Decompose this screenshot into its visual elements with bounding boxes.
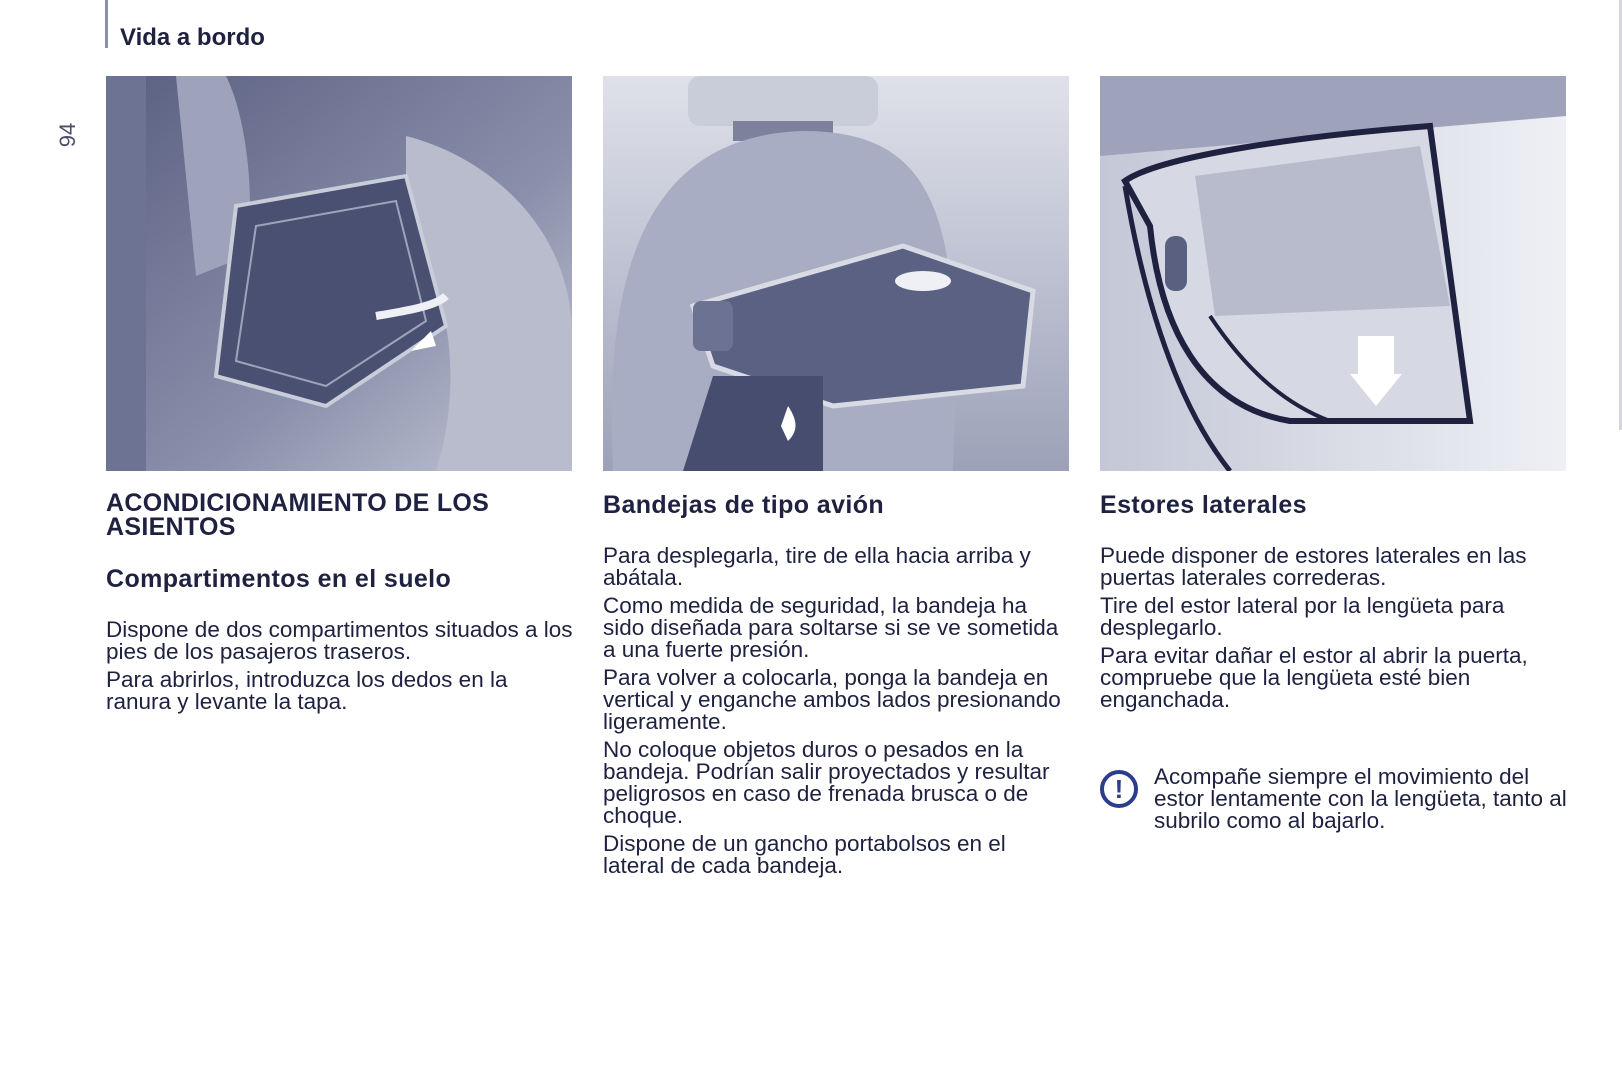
floor-compartment-illustration <box>106 76 572 471</box>
warning-icon: ! <box>1100 770 1138 808</box>
paragraph: Para desplegarla, tire de ella hacia arriba y abátala. <box>603 543 1031 590</box>
main-heading: ACONDICIONAMIENTO DE LOS ASIENTOS <box>106 489 490 541</box>
paragraph: Para abrirlos, introduzca los dedos en la ranura y levante la tapa. <box>106 667 508 714</box>
side-blinds-heading: Estores laterales <box>1100 491 1307 519</box>
paragraph: No coloque objetos duros o pesados en la bandeja. Podrían salir proyectados y resultar peligrosos en caso de frenada brusca o de choque. <box>603 737 1050 828</box>
warning-notice <box>1100 766 1570 832</box>
paragraph: Dispone de dos compartimentos situados a los pies de los pasajeros traseros. <box>106 617 573 664</box>
page-number: 94 <box>55 122 80 148</box>
airplane-trays-heading: Bandejas de tipo avión <box>603 491 885 519</box>
paragraph: Dispone de un gancho portabolsos en el lateral de cada bandeja. <box>603 831 1006 878</box>
column-seat-fittings <box>106 491 576 719</box>
side-blind-illustration <box>1100 76 1566 471</box>
header-rule <box>105 0 108 48</box>
column-side-blinds <box>1100 491 1570 717</box>
paragraph: Puede disponer de estores laterales en las puertas laterales correderas. <box>1100 543 1527 590</box>
floor-compartments-heading: Compartimentos en el suelo <box>106 565 452 593</box>
warning-text: Acompañe siempre el movimiento del estor lentamente con la lengüeta, tanto al subrilo como al bajarlo. <box>1154 764 1567 833</box>
column-airplane-trays <box>603 491 1073 883</box>
paragraph: Para volver a colocarla, ponga la bandeja en vertical y enganche ambos lados presionando ligeramente. <box>603 665 1061 734</box>
paragraph: Para evitar dañar el estor al abrir la puerta, compruebe que la lengüeta esté bien enganchada. <box>1100 643 1528 712</box>
paragraph: Como medida de seguridad, la bandeja ha sido diseñada para soltarse si se ve sometida a una fuerte presión. <box>603 593 1059 662</box>
section-title: Vida a bordo <box>120 24 265 51</box>
airplane-tray-illustration <box>603 76 1069 471</box>
paragraph: Tire del estor lateral por la lengüeta para desplegarlo. <box>1100 593 1505 640</box>
